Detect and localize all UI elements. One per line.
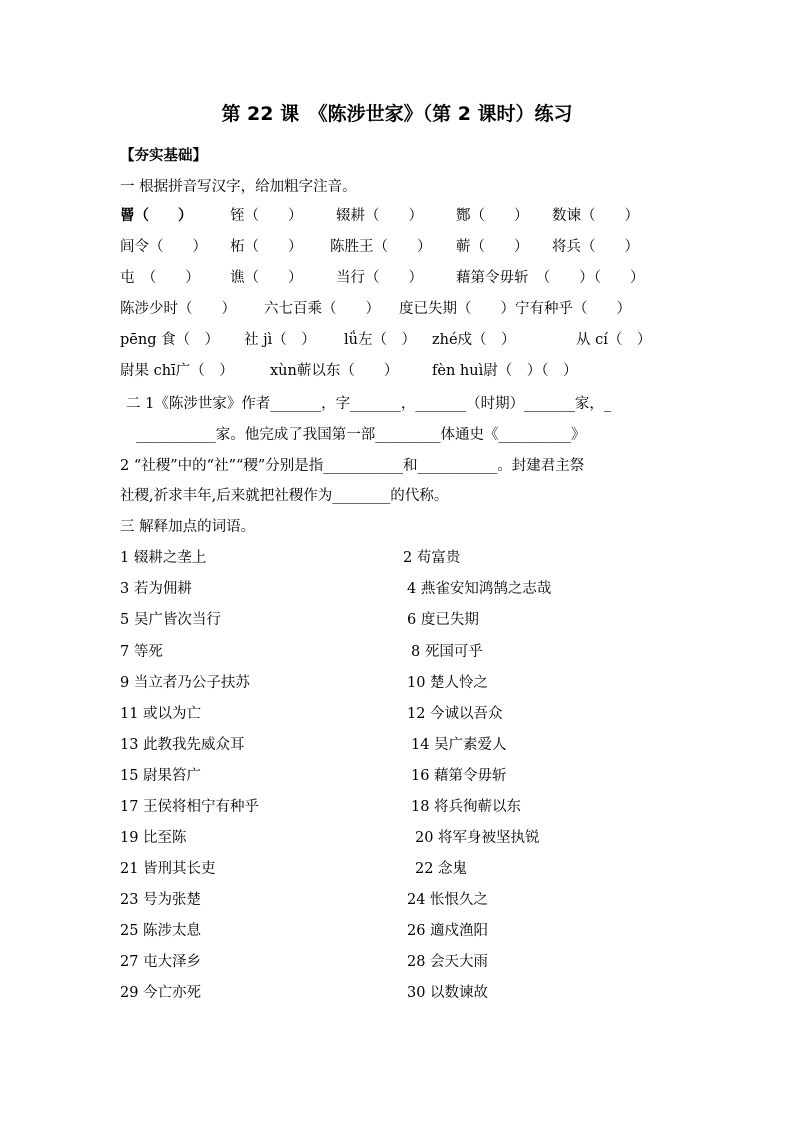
q1-cell: zhé戍（ ）	[432, 332, 516, 348]
list-item: 17 王侯将相宁有种乎	[120, 799, 260, 815]
q1-cell: 陈涉少时（ ）	[120, 301, 236, 317]
q1-cell: 数谏（ ）	[552, 208, 639, 224]
list-item: 8 死国可乎	[411, 644, 483, 660]
list-item: 7 等死	[120, 644, 163, 660]
list-item: 23 号为张楚	[120, 892, 202, 908]
q2-line1: 二 1《陈涉世家》作者_______，字_______，_______（时期）_______家，_	[126, 396, 612, 412]
list-item: 15 尉果笞广	[120, 768, 202, 784]
q2-line4: 社稷,祈求丰年,后来就把社稷作为________的代称。	[120, 488, 449, 504]
q2-line3: 2 “社稷”中的“社”“稷”分别是指___________和___________。封建君主祭	[120, 458, 585, 474]
list-item: 19 比至陈	[120, 830, 187, 846]
list-item: 27 屯大泽乡	[120, 954, 202, 970]
list-item: 1 辍耕之垄上	[120, 550, 207, 566]
q1-cell: xùn蕲以东（ ）	[270, 363, 399, 379]
list-item: 29 今亡亦死	[120, 985, 202, 1001]
q1-cell: 柘（ ）	[230, 239, 303, 255]
q1-cell: 陈胜王（ ）	[330, 239, 432, 255]
q1-cell: lǘ左（ ）	[344, 332, 416, 348]
q1-cell: 六七百乘（ ）	[264, 301, 380, 317]
list-item: 20 将军身被坚执锐	[415, 830, 540, 846]
q1-cell: 辍耕（ ）	[336, 208, 423, 224]
q2-line2: ___________家。他完成了我国第一部_________体通史《__________》	[136, 427, 586, 443]
list-item: 11 或以为亡	[120, 706, 202, 722]
q1-cell: 铚（ ）	[230, 208, 303, 224]
page-title: 第 22 课 《陈涉世家》（第 2 课时）练习	[221, 103, 573, 125]
q1-cell: 尉果 chī广（ ）	[120, 363, 234, 379]
q1-cell: 从 cí（ ）	[576, 332, 652, 348]
list-item: 26 適戍渔阳	[407, 923, 489, 939]
q1-cell: 社 jì（ ）	[244, 332, 316, 348]
q3-heading: 三 解释加点的词语。	[120, 519, 256, 535]
q1-cell: 闾令（ ）	[120, 239, 207, 255]
list-item: 18 将兵徇蕲以东	[411, 799, 522, 815]
q1-cell: 蕲（ ）	[456, 239, 529, 255]
q1-cell: 当行（ ）	[336, 270, 423, 286]
list-item: 4 燕雀安知鸿鹄之志哉	[407, 581, 552, 597]
list-item: 10 楚人怜之	[407, 675, 489, 691]
list-item: 30 以数谏故	[407, 985, 489, 1001]
list-item: 5 吴广皆次当行	[120, 612, 221, 628]
list-item: 25 陈涉太息	[120, 923, 202, 939]
list-item: 22 念鬼	[415, 861, 468, 877]
q1-cell: 罾（ ）	[120, 207, 193, 224]
list-item: 2 苟富贵	[403, 550, 461, 566]
q1-cell: 藉第令毋斩 （ ）（ ）	[456, 270, 645, 286]
q1-cell: 屯 （ ）	[120, 270, 200, 286]
list-item: 9 当立者乃公子扶苏	[120, 675, 250, 691]
q1-heading: 一 根据拼音写汉字，给加粗字注音。	[120, 179, 357, 195]
list-item: 21 皆刑其长吏	[120, 861, 216, 877]
list-item: 14 吴广素爱人	[411, 737, 507, 753]
q1-cell: 谯（ ）	[230, 270, 303, 286]
list-item: 6 度已失期	[407, 612, 479, 628]
list-item: 16 藉第令毋斩	[411, 768, 507, 784]
list-item: 12 今诚以吾众	[407, 706, 503, 722]
list-item: 24 怅恨久之	[407, 892, 489, 908]
q1-cell: pēng 食（ ）	[120, 332, 220, 348]
q1-cell: fèn huì尉（ ）（ ）	[432, 363, 578, 379]
q1-cell: 酂（ ）	[456, 208, 529, 224]
list-item: 28 会天大雨	[407, 954, 489, 970]
list-item: 3 若为佣耕	[120, 581, 192, 597]
q1-cell: 将兵（ ）	[552, 239, 639, 255]
list-item: 13 此教我先威众耳	[120, 737, 245, 753]
section-label: 【夯实基础】	[120, 147, 207, 164]
q1-cell: 度已失期（ ）宁有种乎（ ）	[399, 301, 631, 317]
